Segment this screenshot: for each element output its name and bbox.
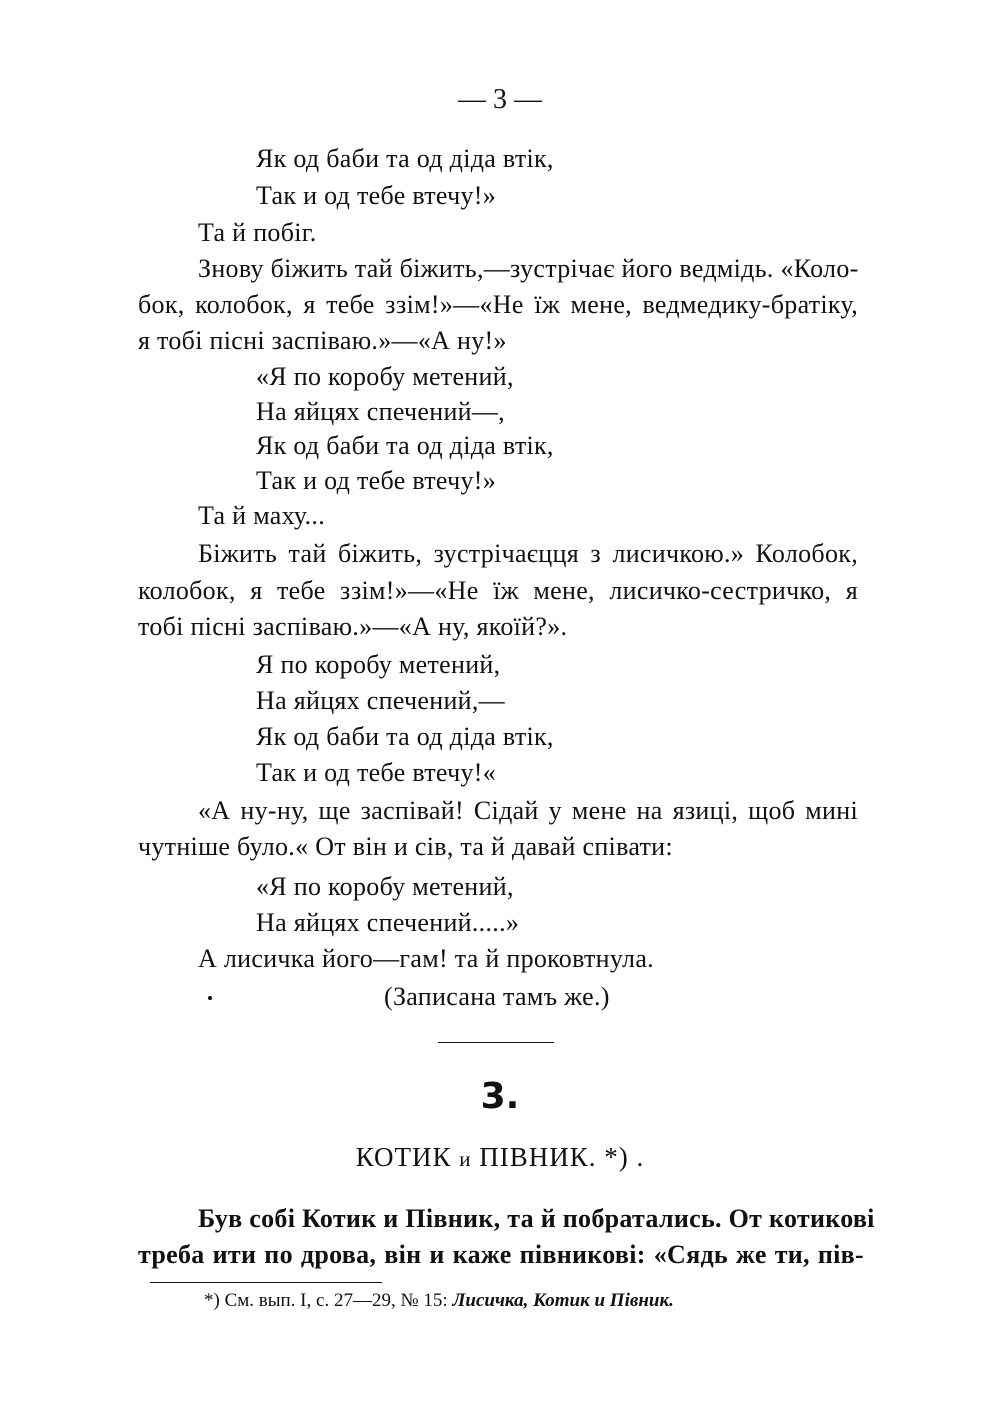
paragraph-line: колобок, я тебе ззім!»—«Не їж мене, лисичко-сестричко, я [138, 576, 858, 605]
footnote-prefix: *) См. вып. I, с. 27—29, № 15: [204, 1290, 448, 1311]
paragraph-line: тобі пісні заспіваю.»—«А ну, якоїй?». [138, 612, 568, 641]
paragraph-line: бок, колобок, я тебе ззім!»—«Не їж мене, ведмедику-братіку, [138, 290, 858, 319]
text-line: Та й маху... [198, 501, 326, 530]
verse-line: На яйцях спечений,— [256, 686, 505, 715]
footnote-reference: Лисичка, Котик и Півник. [452, 1290, 674, 1311]
text-line: Та й побіг. [198, 218, 317, 247]
paragraph-line: чутніше було.« От він и сів, та й давай співати: [138, 832, 673, 861]
page-number: — 3 — [458, 84, 542, 115]
footnote [204, 1290, 674, 1312]
paragraph-line: «А ну-ну, ще заспівай! Сідай у мене на язиці, щоб мині [198, 796, 858, 825]
section-divider [438, 1042, 554, 1043]
title-part-a: КОТИК [355, 1142, 452, 1172]
verse-line: Як од баби та од діда втік, [256, 722, 554, 751]
paragraph-line: Біжить тай біжить, зустрічаєцця з лисичкою.» Колобок, [198, 539, 858, 568]
paragraph-line: Знову біжить тай біжить,—зустрічає його ведмідь. «Коло- [198, 254, 859, 283]
title-end: . [636, 1142, 645, 1172]
verse-line: На яйцях спечений.....» [256, 908, 520, 937]
verse-line: Так и од тебе втечу!» [256, 466, 497, 495]
paragraph-line: Був собі Котик и Півник, та й побратались. От котикові [198, 1204, 875, 1233]
paragraph-line: я тобі пісні заспіваю.»—«А ну!» [138, 326, 507, 355]
verse-line: Як од баби та од діда втік, [256, 431, 554, 460]
paragraph-line: треба ити по дрова, він и каже півникові: «Сядь же ти, пів- [138, 1240, 864, 1269]
footnote-rule [150, 1282, 382, 1283]
verse-line: «Я по коробу метений, [256, 872, 514, 901]
verse-line: «Я по коробу метений, [256, 362, 514, 391]
verse-line: Так и од тебе втечу!» [256, 181, 497, 210]
section-title [0, 1142, 1000, 1173]
title-part-b: ПІВНИК. *) [479, 1142, 629, 1172]
verse-line: Так и од тебе втечу!« [256, 758, 497, 787]
verse-line: На яйцях спечений—, [256, 397, 505, 426]
section-number: 3. [480, 1076, 520, 1117]
title-conjunction: и [459, 1147, 472, 1171]
verse-line: Я по коробу метений, [256, 650, 501, 679]
verse-line: Як од баби та од діда втік, [256, 144, 554, 173]
text-line: А лисичка його—гам! та й проковтнула. [198, 944, 654, 973]
stray-mark [208, 996, 212, 1000]
source-note: (Записана тамъ же.) [384, 982, 610, 1011]
